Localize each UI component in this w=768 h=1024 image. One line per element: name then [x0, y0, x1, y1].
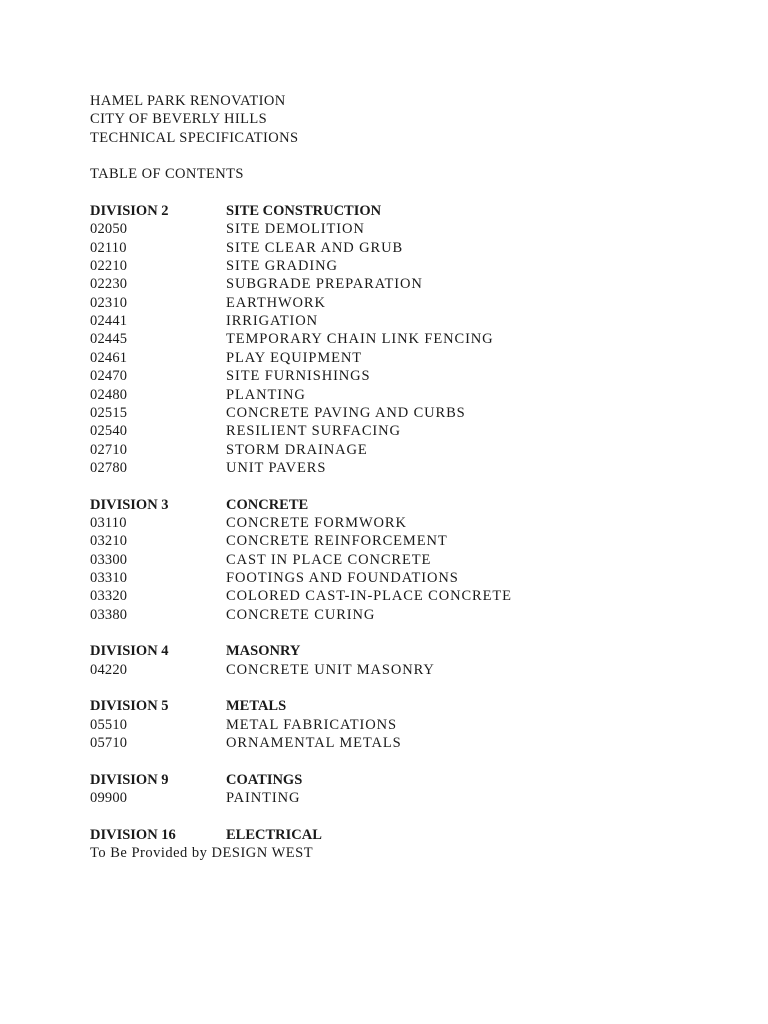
- table-of-contents: [90, 202, 710, 862]
- section-number: 04220: [90, 661, 128, 678]
- client-name: CITY OF BEVERLY HILLS: [90, 111, 268, 128]
- division-name: CONCRETE: [226, 496, 309, 513]
- toc-entry: [90, 220, 710, 238]
- section-number: 09900: [90, 790, 128, 807]
- section-title: PLAY EQUIPMENT: [226, 349, 362, 366]
- section-title: CONCRETE FORMWORK: [226, 514, 407, 531]
- division-label: DIVISION 3: [90, 496, 169, 513]
- toc-entry: [90, 404, 710, 422]
- section-title: CONCRETE UNIT MASONRY: [226, 661, 435, 678]
- section-number: 05710: [90, 735, 128, 752]
- toc-entry: [90, 441, 710, 459]
- section-number: 02515: [90, 404, 128, 421]
- division-name: ELECTRICAL: [226, 826, 322, 843]
- toc-entry: [90, 532, 710, 550]
- toc-entry: [90, 606, 710, 624]
- toc-entry: [90, 551, 710, 569]
- division-heading: [90, 826, 710, 844]
- document-body: [90, 92, 710, 862]
- division-heading: [90, 642, 710, 660]
- division-label: DIVISION 4: [90, 643, 169, 660]
- section-number: 02110: [90, 239, 127, 256]
- division-heading: [90, 202, 710, 220]
- toc-entry: [90, 294, 710, 312]
- section-number: 02540: [90, 423, 128, 440]
- section-number: 02310: [90, 294, 128, 311]
- section-number: 02480: [90, 386, 128, 403]
- division-heading: [90, 697, 710, 715]
- section-title: PLANTING: [226, 386, 306, 403]
- section-title: SITE CLEAR AND GRUB: [226, 239, 404, 256]
- division-name: MASONRY: [226, 643, 301, 660]
- section-number: 02210: [90, 258, 128, 275]
- toc-heading: TABLE OF CONTENTS: [90, 166, 244, 183]
- section-title: EARTHWORK: [226, 294, 326, 311]
- division-name: SITE CONSTRUCTION: [226, 203, 382, 220]
- section-title: IRRIGATION: [226, 313, 318, 330]
- section-number: 03210: [90, 533, 128, 550]
- section-title: ORNAMENTAL METALS: [226, 735, 402, 752]
- section-title: UNIT PAVERS: [226, 459, 327, 476]
- toc-entry: [90, 587, 710, 605]
- section-number: 02710: [90, 441, 128, 458]
- section-title: RESILIENT SURFACING: [226, 423, 401, 440]
- section-title: SITE FURNISHINGS: [226, 368, 371, 385]
- toc-entry: [90, 789, 710, 807]
- section-number: 02441: [90, 313, 128, 330]
- division-label: DIVISION 2: [90, 203, 169, 220]
- toc-entry: [90, 239, 710, 257]
- section-title: SUBGRADE PREPARATION: [226, 276, 423, 293]
- section-title: FOOTINGS AND FOUNDATIONS: [226, 569, 459, 586]
- toc-entry: [90, 459, 710, 477]
- section-number: 02445: [90, 331, 128, 348]
- toc-entry: [90, 257, 710, 275]
- section-title: SITE DEMOLITION: [226, 221, 365, 238]
- section-number: 02470: [90, 368, 128, 385]
- section-title: CAST IN PLACE CONCRETE: [226, 551, 432, 568]
- division-heading: [90, 496, 710, 514]
- division-label: DIVISION 9: [90, 771, 169, 788]
- section-number: 03110: [90, 514, 127, 531]
- toc-entry: [90, 514, 710, 532]
- section-title: METAL FABRICATIONS: [226, 716, 397, 733]
- division-label: DIVISION 16: [90, 826, 176, 843]
- section-number: 02780: [90, 459, 128, 476]
- section-title: TEMPORARY CHAIN LINK FENCING: [226, 331, 494, 348]
- division-name: COATINGS: [226, 771, 303, 788]
- section-title: SITE GRADING: [226, 258, 338, 275]
- section-title: CONCRETE REINFORCEMENT: [226, 533, 448, 550]
- section-number: 05510: [90, 716, 128, 733]
- toc-entry: [90, 716, 710, 734]
- section-number: 02461: [90, 349, 128, 366]
- toc-entry: [90, 661, 710, 679]
- toc-entry: [90, 367, 710, 385]
- section-title: CONCRETE CURING: [226, 606, 376, 623]
- toc-entry: [90, 569, 710, 587]
- division-note: To Be Provided by DESIGN WEST: [90, 845, 314, 862]
- toc-entry: [90, 312, 710, 330]
- project-title: HAMEL PARK RENOVATION: [90, 93, 286, 109]
- section-title: COLORED CAST-IN-PLACE CONCRETE: [226, 588, 512, 605]
- toc-entry: [90, 386, 710, 404]
- toc-entry: [90, 734, 710, 752]
- division-name: METALS: [226, 698, 287, 715]
- toc-entry: [90, 422, 710, 440]
- division-label: DIVISION 5: [90, 698, 169, 715]
- section-number: 02230: [90, 276, 128, 293]
- section-title: CONCRETE PAVING AND CURBS: [226, 404, 466, 421]
- section-title: PAINTING: [226, 790, 301, 807]
- section-number: 03310: [90, 569, 128, 586]
- toc-entry: [90, 349, 710, 367]
- toc-entry: [90, 330, 710, 348]
- section-title: STORM DRAINAGE: [226, 441, 368, 458]
- section-number: 02050: [90, 221, 128, 238]
- division-heading: [90, 771, 710, 789]
- document-type: TECHNICAL SPECIFICATIONS: [90, 129, 299, 146]
- section-number: 03380: [90, 606, 128, 623]
- section-number: 03300: [90, 551, 128, 568]
- section-number: 03320: [90, 588, 128, 605]
- toc-entry: [90, 275, 710, 293]
